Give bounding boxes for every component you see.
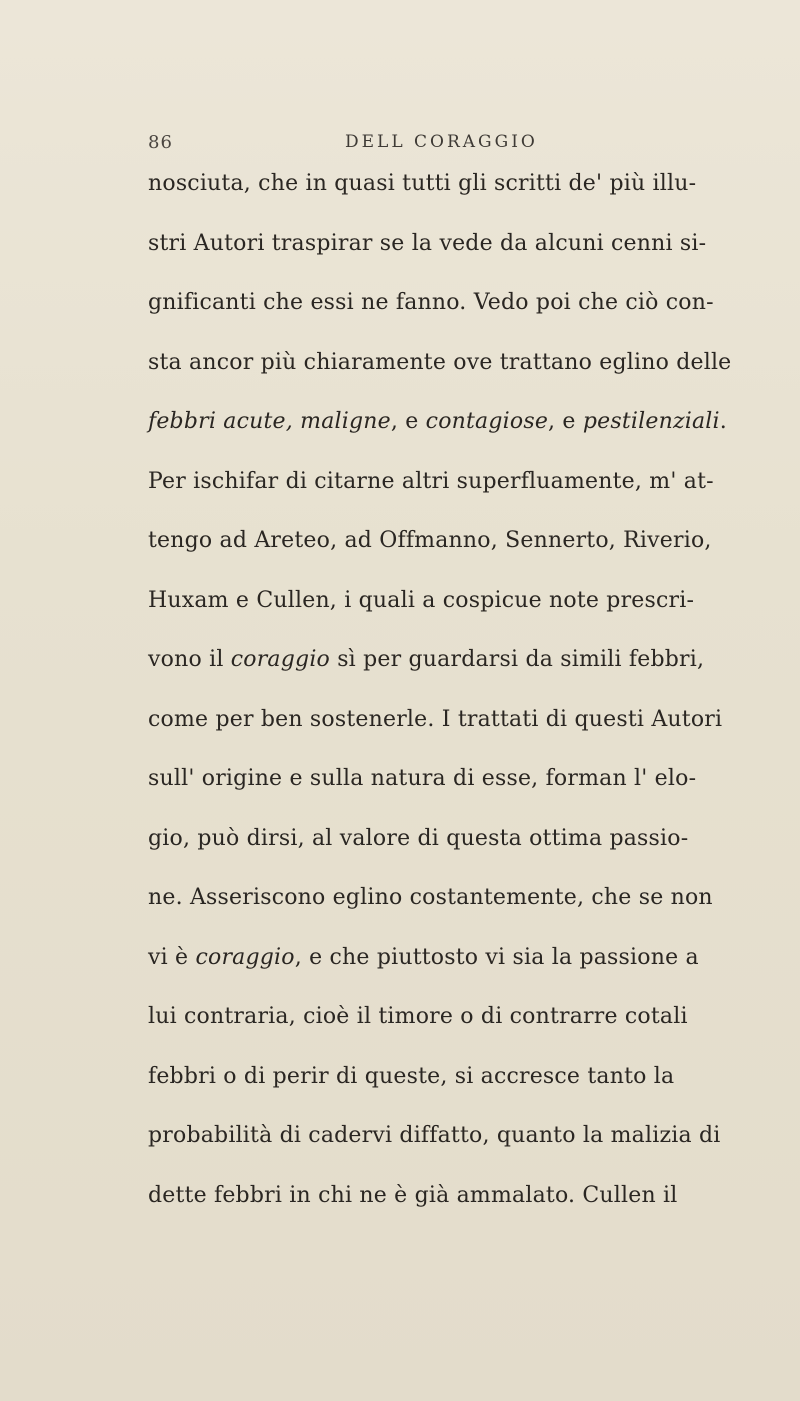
text-line (148, 820, 689, 880)
text-segment: nosciuta, che in quasi tutti gli scritti de' più illu- (148, 171, 697, 196)
text-segment: come per ben sostenerle. I trattati di questi Autori (148, 706, 723, 732)
text-line (148, 284, 714, 344)
text-line (148, 998, 688, 1058)
italic-text: contagiose (425, 409, 549, 434)
text-line (148, 463, 714, 523)
italic-text: coraggio (195, 944, 295, 970)
text-segment: ne. Asseriscono eglino costantemente, che se non (148, 885, 713, 910)
italic-text: febbri acute, maligne (148, 409, 391, 434)
text-segment: lui contraria, cioè il timore o di contrarre cotali (148, 1004, 688, 1029)
text-line (148, 1058, 675, 1118)
text-segment: tengo ad Areteo, ad Offmanno, Sennerto, Riverio, (148, 528, 712, 553)
text-segment: Per ischifar di citarne altri superfluamente, m' at- (148, 468, 714, 494)
text-segment: gio, può dirsi, al valore di questa ottima passio- (148, 825, 689, 851)
running-head (0, 132, 800, 158)
text-line (148, 165, 697, 225)
italic-text: pestilenziali (582, 409, 720, 434)
text-line (148, 522, 712, 582)
text-line (148, 879, 713, 939)
text-segment: dette febbri in chi ne è già ammalato. Cullen il (148, 1182, 678, 1208)
text-segment: sì per guardarsi da simili febbri, (330, 647, 705, 672)
text-segment: , e (548, 409, 583, 434)
text-line (148, 641, 705, 701)
text-segment: vono il (148, 647, 231, 672)
text-segment: , e (390, 409, 426, 434)
text-line (148, 344, 732, 404)
text-segment: , e che piuttosto vi sia la passione a (294, 944, 699, 970)
page-number: 86 (148, 132, 173, 153)
text-segment: gnificanti che essi ne fanno. Vedo poi che ciò con- (148, 290, 714, 315)
text-segment: Huxam e Cullen, i quali a cospicue note prescri- (148, 587, 695, 613)
italic-text: coraggio (230, 647, 330, 672)
text-line (148, 403, 727, 463)
text-segment: vi è (148, 944, 196, 970)
text-segment: sull' origine e sulla natura di esse, forman l' elo- (148, 766, 697, 791)
text-segment: febbri o di perir di queste, si accresce tanto la (148, 1063, 675, 1089)
running-title: DELL CORAGGIO (345, 132, 538, 152)
text-line (148, 1117, 721, 1177)
text-segment: . (719, 409, 727, 434)
text-segment: probabilità di cadervi diffatto, quanto la malizia di (148, 1123, 721, 1148)
body-text (148, 165, 732, 1236)
text-line (148, 1177, 678, 1237)
text-segment: stri Autori traspirar se la vede da alcuni cenni si- (148, 230, 707, 256)
text-segment: sta ancor più chiaramente ove trattano eglino delle (148, 349, 732, 375)
text-line (148, 225, 707, 285)
text-line (148, 760, 697, 820)
text-line (148, 582, 695, 642)
text-line (148, 939, 699, 999)
text-line (148, 701, 723, 761)
